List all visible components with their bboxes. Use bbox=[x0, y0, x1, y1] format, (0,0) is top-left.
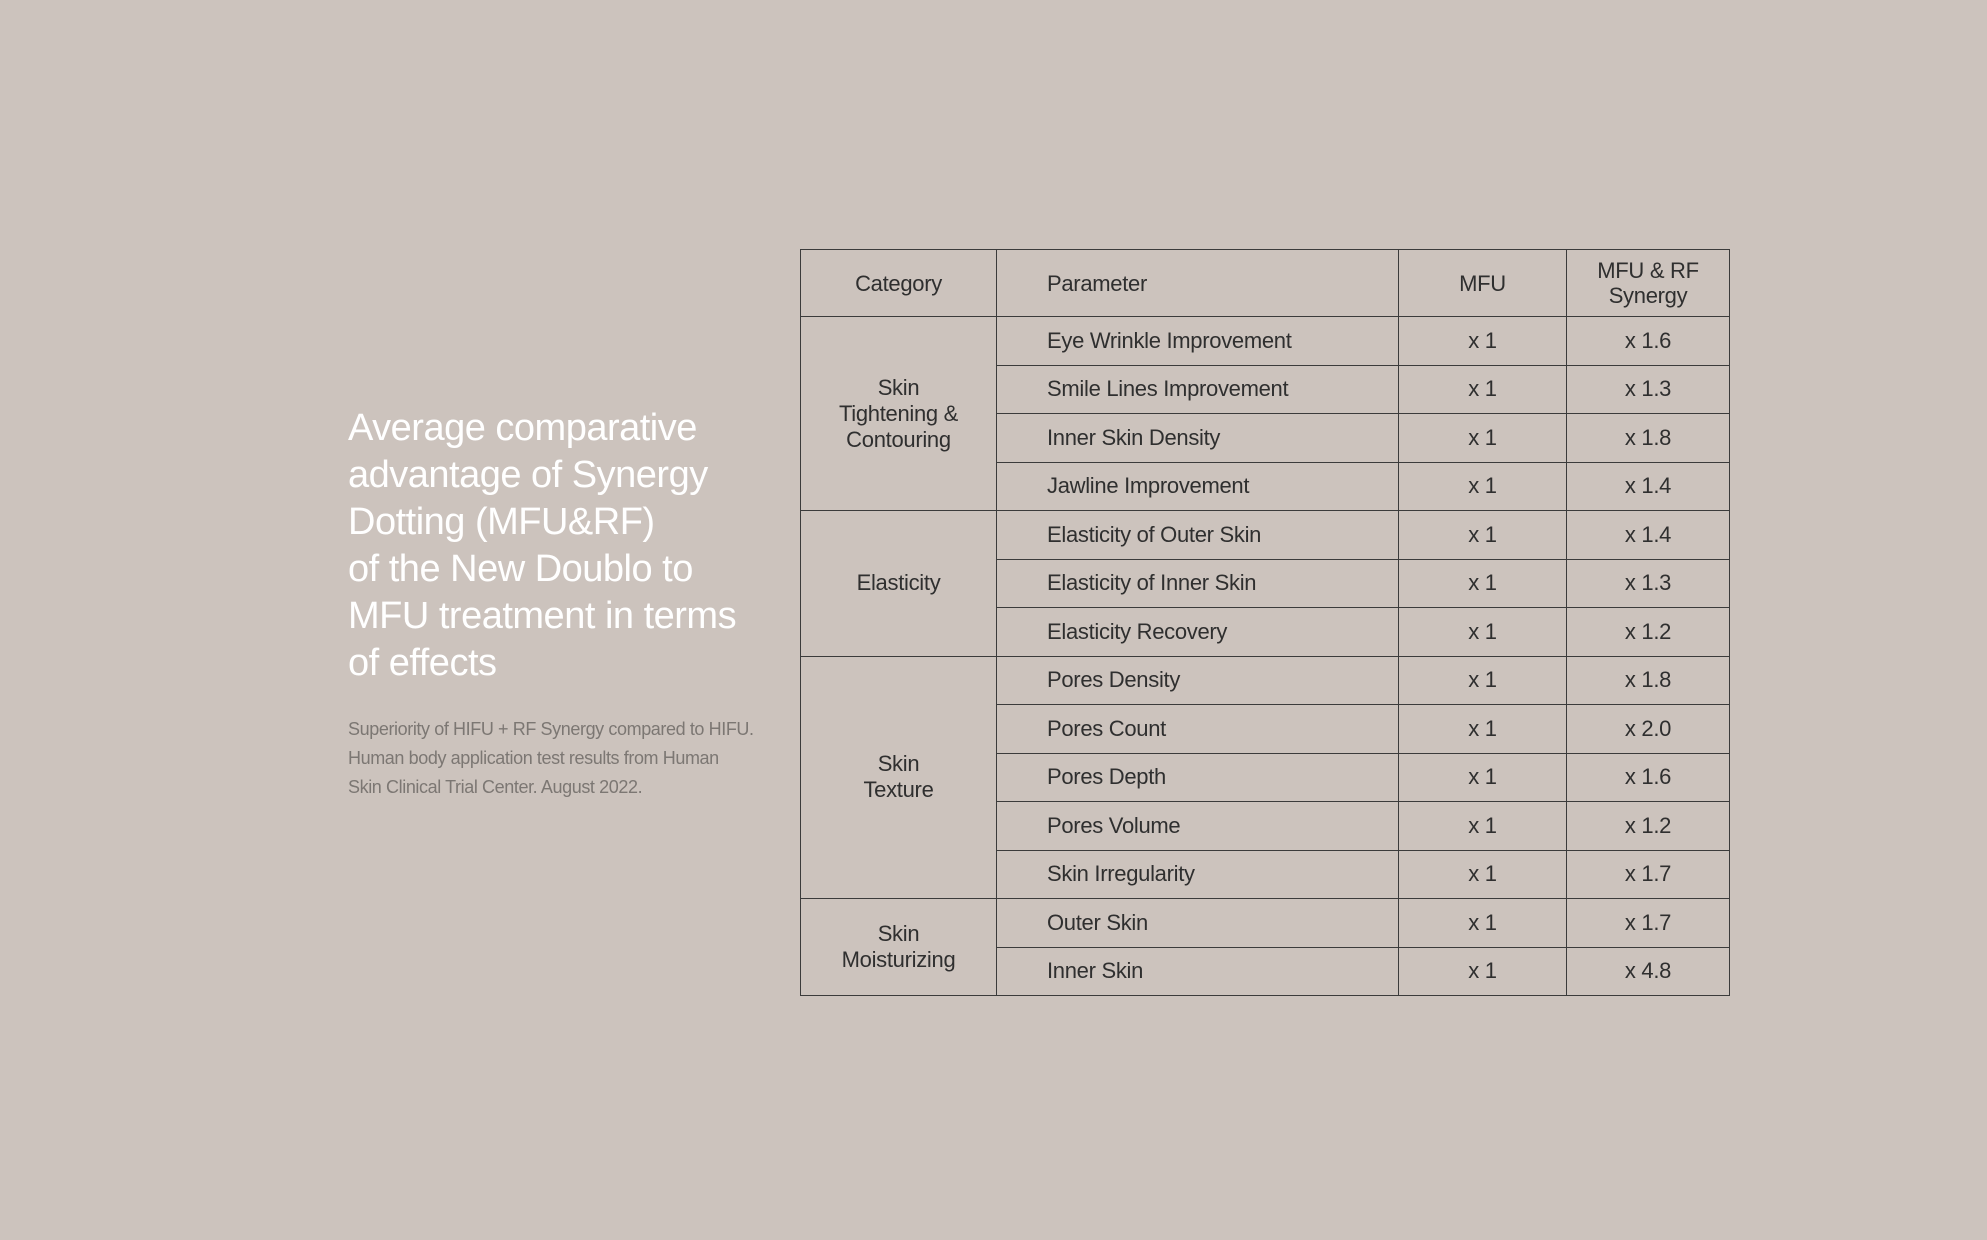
heading-line: of effects bbox=[348, 642, 497, 684]
parameter-cell: Inner Skin Density bbox=[997, 414, 1399, 463]
synergy-value-cell: x 1.6 bbox=[1567, 753, 1730, 802]
category-line: Skin bbox=[877, 921, 920, 946]
synergy-value-cell: x 1.2 bbox=[1567, 608, 1730, 657]
heading-line: advantage of Synergy bbox=[348, 454, 708, 496]
heading-line: Dotting (MFU&RF) bbox=[348, 501, 655, 543]
table-row bbox=[801, 317, 1730, 366]
mfu-value-cell: x 1 bbox=[1399, 559, 1567, 608]
parameter-cell: Elasticity of Outer Skin bbox=[997, 511, 1399, 560]
mfu-value-cell: x 1 bbox=[1399, 414, 1567, 463]
heading-line: Average comparative bbox=[348, 407, 697, 449]
parameter-cell: Elasticity of Inner Skin bbox=[997, 559, 1399, 608]
table-row bbox=[801, 511, 1730, 560]
synergy-value-cell: x 1.2 bbox=[1567, 802, 1730, 851]
synergy-value-cell: x 1.4 bbox=[1567, 511, 1730, 560]
parameter-cell: Pores Density bbox=[997, 656, 1399, 705]
category-line: Tightening & bbox=[838, 400, 959, 426]
parameter-cell: Smile Lines Improvement bbox=[997, 365, 1399, 414]
category-line: Contouring bbox=[846, 426, 951, 452]
parameter-cell: Pores Volume bbox=[997, 802, 1399, 851]
synergy-value-cell: x 1.7 bbox=[1567, 899, 1730, 948]
mfu-value-cell: x 1 bbox=[1399, 802, 1567, 851]
category-cell bbox=[801, 656, 997, 899]
comparison-table bbox=[800, 249, 1730, 996]
header-synergy-line: MFU & RF bbox=[1597, 258, 1699, 283]
category-line: Skin bbox=[877, 751, 920, 777]
note-line: Superiority of HIFU + RF Synergy compared to HIFU. bbox=[348, 719, 754, 739]
heading-line: MFU treatment in terms bbox=[348, 595, 737, 637]
page-heading bbox=[348, 405, 768, 687]
header-synergy bbox=[1567, 250, 1730, 317]
parameter-cell: Jawline Improvement bbox=[997, 462, 1399, 511]
synergy-value-cell: x 4.8 bbox=[1567, 947, 1730, 996]
mfu-value-cell: x 1 bbox=[1399, 947, 1567, 996]
category-line: Skin bbox=[877, 374, 920, 400]
mfu-value-cell: x 1 bbox=[1399, 850, 1567, 899]
header-mfu: MFU bbox=[1399, 250, 1567, 317]
table-header-row bbox=[801, 250, 1730, 317]
category-line: Moisturizing bbox=[841, 947, 956, 972]
parameter-cell: Inner Skin bbox=[997, 947, 1399, 996]
synergy-value-cell: x 1.6 bbox=[1567, 317, 1730, 366]
mfu-value-cell: x 1 bbox=[1399, 608, 1567, 657]
synergy-value-cell: x 1.3 bbox=[1567, 365, 1730, 414]
category-cell bbox=[801, 511, 997, 657]
parameter-cell: Elasticity Recovery bbox=[997, 608, 1399, 657]
header-synergy-line: Synergy bbox=[1608, 283, 1688, 308]
source-note bbox=[348, 715, 788, 802]
table-row bbox=[801, 656, 1730, 705]
category-cell bbox=[801, 899, 997, 996]
synergy-value-cell: x 1.3 bbox=[1567, 559, 1730, 608]
category-cell bbox=[801, 317, 997, 511]
parameter-cell: Pores Depth bbox=[997, 753, 1399, 802]
note-line: Skin Clinical Trial Center. August 2022. bbox=[348, 777, 643, 797]
category-line: Elasticity bbox=[856, 570, 941, 596]
mfu-value-cell: x 1 bbox=[1399, 899, 1567, 948]
mfu-value-cell: x 1 bbox=[1399, 656, 1567, 705]
parameter-cell: Eye Wrinkle Improvement bbox=[997, 317, 1399, 366]
synergy-value-cell: x 1.4 bbox=[1567, 462, 1730, 511]
synergy-value-cell: x 1.8 bbox=[1567, 414, 1730, 463]
heading-line: of the New Doublo to bbox=[348, 548, 693, 590]
synergy-value-cell: x 1.7 bbox=[1567, 850, 1730, 899]
category-line: Texture bbox=[863, 777, 934, 803]
synergy-value-cell: x 2.0 bbox=[1567, 705, 1730, 754]
parameter-cell: Skin Irregularity bbox=[997, 850, 1399, 899]
synergy-value-cell: x 1.8 bbox=[1567, 656, 1730, 705]
mfu-value-cell: x 1 bbox=[1399, 365, 1567, 414]
mfu-value-cell: x 1 bbox=[1399, 462, 1567, 511]
mfu-value-cell: x 1 bbox=[1399, 705, 1567, 754]
table-body bbox=[801, 317, 1730, 996]
mfu-value-cell: x 1 bbox=[1399, 753, 1567, 802]
table-row bbox=[801, 899, 1730, 948]
mfu-value-cell: x 1 bbox=[1399, 317, 1567, 366]
mfu-value-cell: x 1 bbox=[1399, 511, 1567, 560]
parameter-cell: Outer Skin bbox=[997, 899, 1399, 948]
header-parameter: Parameter bbox=[997, 250, 1399, 317]
parameter-cell: Pores Count bbox=[997, 705, 1399, 754]
header-category: Category bbox=[801, 250, 997, 317]
note-line: Human body application test results from Human bbox=[348, 748, 719, 768]
